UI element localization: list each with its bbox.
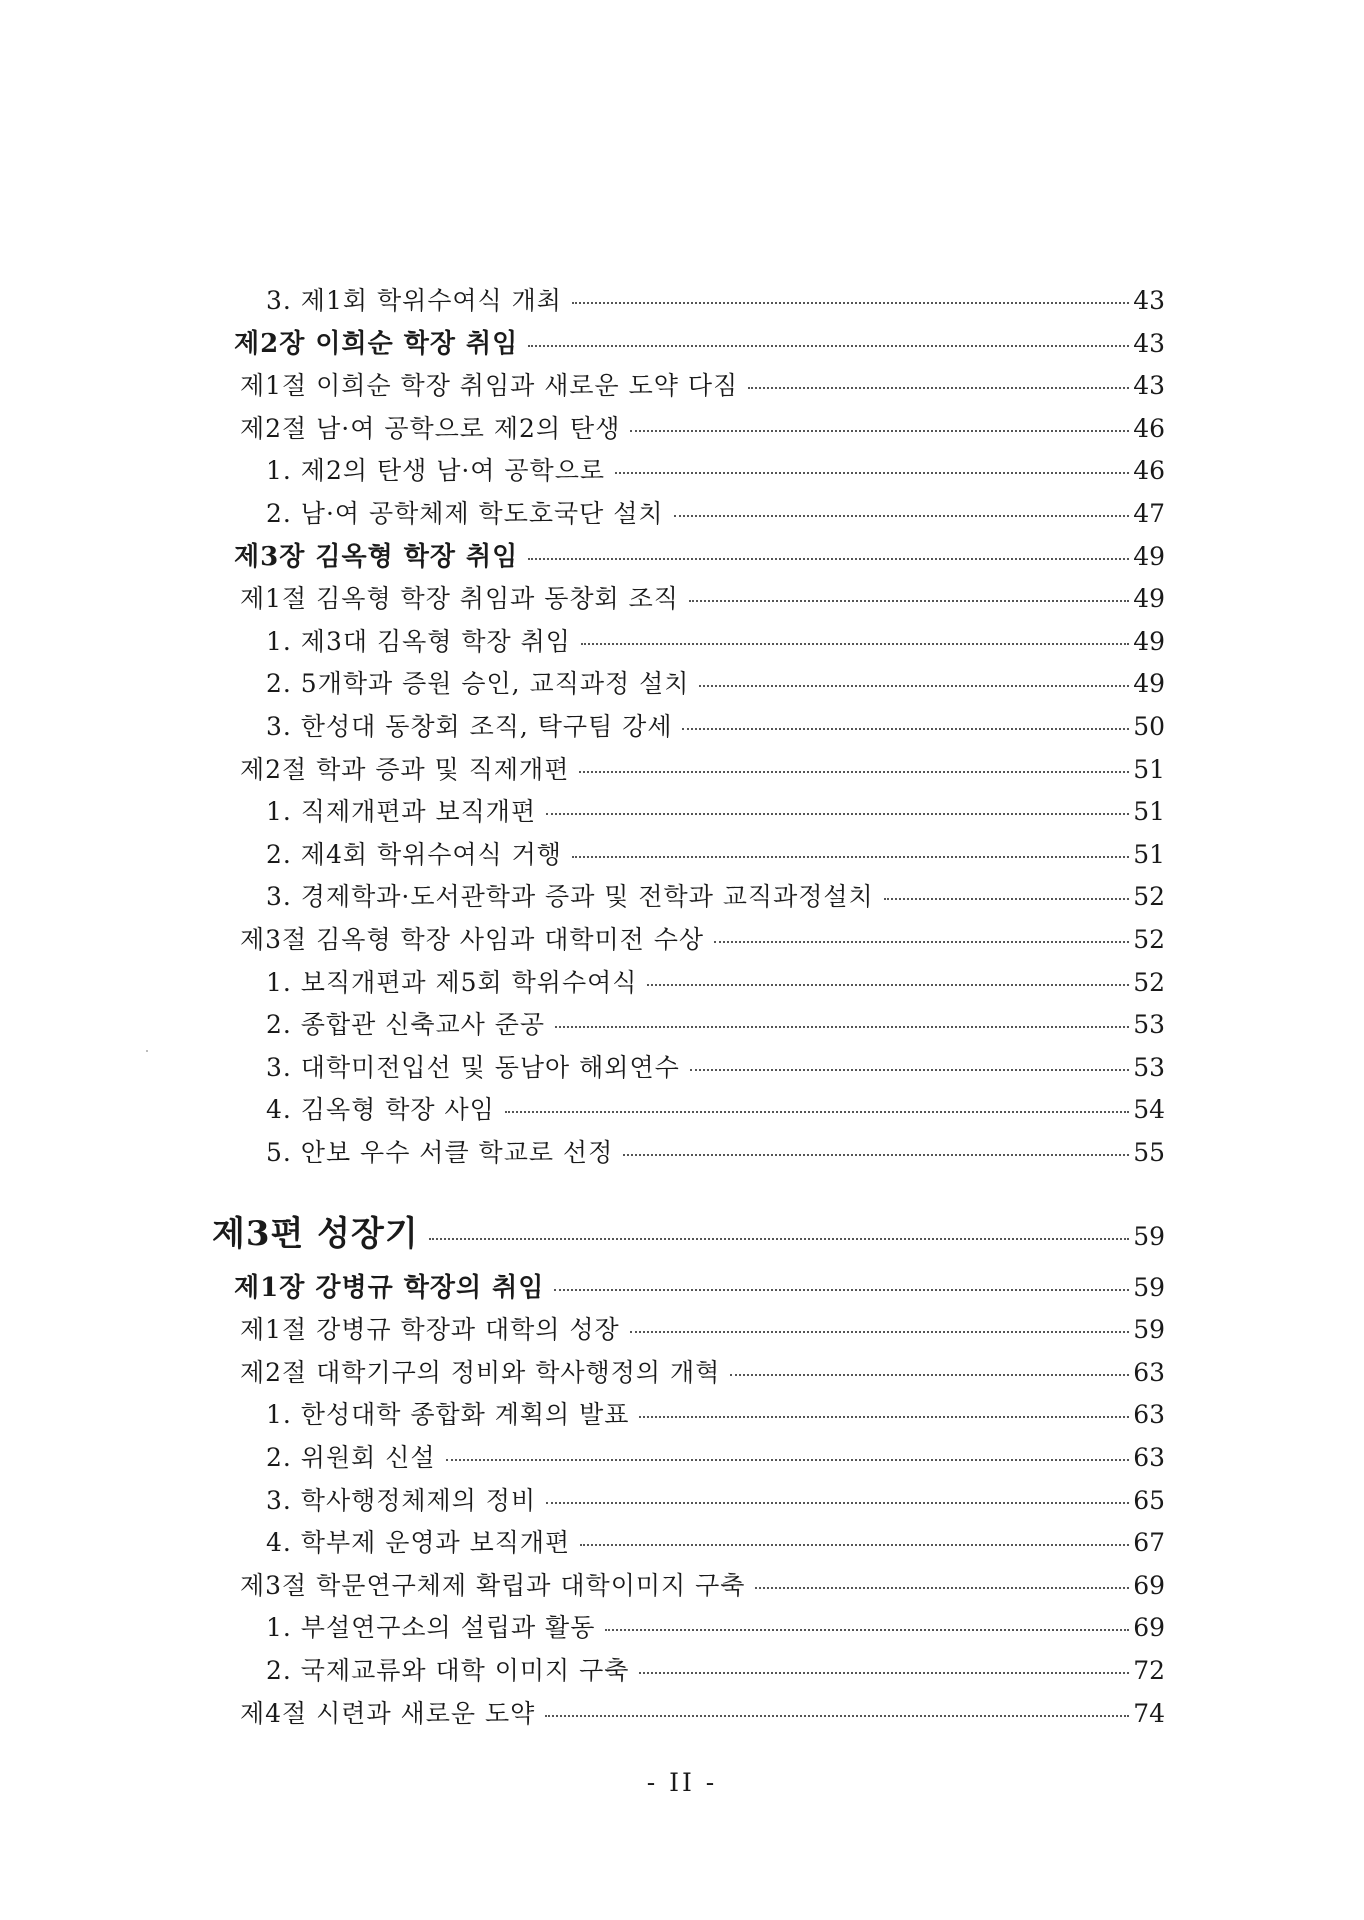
toc-entry-title: 2. 위원회 신설 bbox=[266, 1443, 436, 1472]
toc-entry-title: 제2절 남·여 공학으로 제2의 탄생 bbox=[240, 413, 621, 443]
toc-entry-title: 3. 경제학과·도서관학과 증과 및 전학과 교직과정설치 bbox=[266, 882, 874, 912]
toc-entry-title: 3. 학사행정체제의 정비 bbox=[266, 1485, 537, 1515]
dot-leader bbox=[528, 558, 1129, 560]
toc-entry-section bbox=[240, 584, 1165, 614]
dot-leader bbox=[630, 430, 1129, 432]
dot-leader bbox=[581, 643, 1129, 645]
dot-leader bbox=[429, 1238, 1129, 1240]
toc-entry-item bbox=[266, 1528, 1165, 1558]
toc-entry-page: 43 bbox=[1133, 286, 1165, 315]
toc-entry-item bbox=[266, 1010, 1165, 1040]
dot-leader bbox=[689, 600, 1129, 602]
toc-entry-page: 59 bbox=[1133, 1221, 1165, 1251]
dot-leader bbox=[884, 898, 1130, 900]
toc-entry-page: 49 bbox=[1133, 669, 1165, 699]
toc-entry-page: 52 bbox=[1133, 925, 1165, 954]
toc-entry-item bbox=[266, 1052, 1165, 1082]
toc-entry-title: 2. 제4회 학위수여식 거행 bbox=[266, 839, 562, 869]
toc-entry-page: 54 bbox=[1133, 1095, 1165, 1125]
toc-entry-section bbox=[240, 754, 1165, 784]
toc-entry-page: 49 bbox=[1133, 541, 1165, 571]
toc-entry-page: 46 bbox=[1133, 456, 1165, 486]
toc-entry-page: 47 bbox=[1133, 499, 1165, 528]
toc-entry-item bbox=[266, 797, 1165, 827]
toc-entry-page: 50 bbox=[1133, 712, 1165, 741]
toc-entry-title: 제2장 이희순 학장 취임 bbox=[234, 328, 519, 359]
toc-entry-title: 제1장 강병규 학장의 취임 bbox=[234, 1272, 545, 1303]
toc-entry-title: 5. 안보 우수 서클 학교로 선정 bbox=[266, 1138, 614, 1167]
toc-entry-title: 4. 학부제 운영과 보직개편 bbox=[266, 1528, 571, 1558]
toc-entry-section bbox=[240, 927, 1165, 952]
toc-entry-item bbox=[266, 1658, 1165, 1683]
toc-entry-item bbox=[266, 1445, 1165, 1470]
dot-leader bbox=[674, 515, 1130, 517]
toc-entry-chapter bbox=[234, 541, 1165, 572]
toc-entry-item bbox=[266, 1613, 1165, 1643]
dot-leader bbox=[554, 1289, 1129, 1291]
dot-leader bbox=[730, 1374, 1129, 1376]
toc-entry-page: 43 bbox=[1133, 371, 1165, 401]
toc-entry-page: 69 bbox=[1133, 1613, 1165, 1643]
toc-entry-item bbox=[266, 714, 1165, 739]
toc-entry-title: 4. 김옥형 학장 사임 bbox=[266, 1095, 495, 1125]
toc-entry-page: 63 bbox=[1133, 1400, 1165, 1430]
toc-entry-section bbox=[240, 1698, 1165, 1728]
toc-entry-title: 2. 5개학과 증원 승인, 교직과정 설치 bbox=[266, 669, 690, 699]
dot-leader bbox=[748, 387, 1129, 389]
toc-entry-page: 59 bbox=[1133, 1272, 1165, 1302]
toc-entry-title: 제2절 학과 증과 및 직제개편 bbox=[240, 754, 570, 784]
toc-entry-item bbox=[266, 626, 1165, 656]
toc-entry-page: 52 bbox=[1133, 967, 1165, 997]
toc-entry-title: 제4절 시련과 새로운 도약 bbox=[240, 1698, 536, 1728]
dot-leader bbox=[605, 1629, 1129, 1631]
toc-entry-page: 51 bbox=[1133, 797, 1165, 827]
toc-entry-item bbox=[266, 456, 1165, 486]
toc-entry-title: 1. 부설연구소의 설립과 활동 bbox=[266, 1613, 596, 1643]
scan-speck bbox=[146, 1050, 148, 1052]
toc-entry-title: 제1절 이희순 학장 취임과 새로운 도약 다짐 bbox=[240, 371, 739, 401]
toc-entry-item bbox=[266, 1140, 1165, 1165]
dot-leader bbox=[639, 1672, 1129, 1674]
toc-entry-chapter bbox=[234, 1272, 1165, 1303]
dot-leader bbox=[580, 1544, 1129, 1546]
toc-entry-page: 63 bbox=[1133, 1443, 1165, 1472]
toc-entry-page: 59 bbox=[1133, 1315, 1165, 1345]
toc-entry-item bbox=[266, 882, 1165, 912]
toc-entry-title: 1. 제3대 김옥형 학장 취임 bbox=[266, 626, 571, 656]
dot-leader bbox=[714, 941, 1129, 943]
dot-leader bbox=[446, 1459, 1130, 1461]
toc-entry-item bbox=[266, 1485, 1165, 1515]
dot-leader bbox=[572, 856, 1129, 858]
dot-leader bbox=[630, 1331, 1130, 1333]
toc-entry-section bbox=[240, 413, 1165, 443]
toc-entry-section bbox=[240, 1315, 1165, 1345]
toc-entry-page: 43 bbox=[1133, 328, 1165, 358]
toc-entry-page: 51 bbox=[1133, 754, 1165, 784]
dot-leader bbox=[755, 1587, 1129, 1589]
toc-entry-title: 3. 한성대 동창회 조직, 탁구팀 강세 bbox=[266, 712, 673, 741]
dot-leader bbox=[699, 685, 1129, 687]
dot-leader bbox=[555, 1026, 1129, 1028]
toc-entry-page: 55 bbox=[1133, 1138, 1165, 1167]
toc-entry-title: 제3절 김옥형 학장 사임과 대학미전 수상 bbox=[240, 925, 705, 954]
toc-entry-chapter bbox=[234, 328, 1165, 359]
toc-entry-page: 65 bbox=[1133, 1485, 1165, 1515]
toc-entry-page: 74 bbox=[1133, 1698, 1165, 1728]
toc-entry-item bbox=[266, 669, 1165, 699]
toc-entry-title: 2. 남·여 공학체제 학도호국단 설치 bbox=[266, 499, 664, 528]
dot-leader bbox=[690, 1069, 1129, 1071]
toc-entry-page: 49 bbox=[1133, 626, 1165, 656]
toc-entry-page: 51 bbox=[1133, 839, 1165, 869]
toc-entry-title: 제3편 성장기 bbox=[212, 1213, 419, 1254]
toc-entry-part bbox=[212, 1213, 1165, 1254]
toc-entry-page: 72 bbox=[1133, 1656, 1165, 1685]
toc-entry-page: 46 bbox=[1133, 413, 1165, 443]
toc-entry-page: 53 bbox=[1133, 1010, 1165, 1040]
toc-entry-page: 63 bbox=[1133, 1357, 1165, 1387]
toc-entry-title: 제3장 김옥형 학장 취임 bbox=[234, 541, 519, 572]
dot-leader bbox=[546, 1502, 1129, 1504]
toc-entry-title: 3. 대학미전입선 및 동남아 해외연수 bbox=[266, 1052, 680, 1082]
toc-entry-title: 1. 직제개편과 보직개편 bbox=[266, 797, 537, 827]
dot-leader bbox=[623, 1154, 1129, 1156]
dot-leader bbox=[572, 302, 1129, 304]
toc-entry-title: 1. 제2의 탄생 남·여 공학으로 bbox=[266, 456, 605, 486]
toc-entry-page: 49 bbox=[1133, 584, 1165, 614]
toc-entry-section bbox=[240, 1357, 1165, 1387]
toc-entry-title: 2. 종합관 신축교사 준공 bbox=[266, 1010, 546, 1040]
toc-entry-section bbox=[240, 1570, 1165, 1600]
dot-leader bbox=[545, 1715, 1129, 1717]
toc-entry-title: 제1절 강병규 학장과 대학의 성장 bbox=[240, 1315, 620, 1345]
toc-entry-item bbox=[266, 839, 1165, 869]
toc-entry-item bbox=[266, 967, 1165, 997]
toc-entry-title: 1. 보직개편과 제5회 학위수여식 bbox=[266, 967, 638, 997]
toc-entry-title: 1. 한성대학 종합화 계획의 발표 bbox=[266, 1400, 630, 1430]
toc-entry-item bbox=[266, 288, 1165, 313]
dot-leader bbox=[639, 1416, 1129, 1418]
dot-leader bbox=[546, 813, 1129, 815]
toc-entry-section bbox=[240, 371, 1165, 401]
toc-entry-item bbox=[266, 501, 1165, 526]
dot-leader bbox=[682, 728, 1129, 730]
page-number: - II - bbox=[646, 1768, 718, 1797]
toc-entry-item bbox=[266, 1095, 1165, 1125]
dot-leader bbox=[647, 984, 1129, 986]
toc-entry-title: 제1절 김옥형 학장 취임과 동창회 조직 bbox=[240, 584, 679, 614]
toc-entry-title: 제3절 학문연구체제 확립과 대학이미지 구축 bbox=[240, 1570, 746, 1600]
toc-entry-item bbox=[266, 1400, 1165, 1430]
dot-leader bbox=[505, 1111, 1129, 1113]
dot-leader bbox=[579, 771, 1129, 773]
toc-entry-page: 52 bbox=[1133, 882, 1165, 912]
toc-entry-page: 67 bbox=[1133, 1528, 1165, 1558]
toc-entry-title: 제2절 대학기구의 정비와 학사행정의 개혁 bbox=[240, 1357, 721, 1387]
dot-leader bbox=[615, 472, 1129, 474]
dot-leader bbox=[528, 345, 1129, 347]
toc-entry-title: 3. 제1회 학위수여식 개최 bbox=[266, 286, 562, 315]
toc-entry-title: 2. 국제교류와 대학 이미지 구축 bbox=[266, 1656, 630, 1685]
toc-entry-page: 53 bbox=[1133, 1052, 1165, 1082]
toc-entry-page: 69 bbox=[1133, 1570, 1165, 1600]
